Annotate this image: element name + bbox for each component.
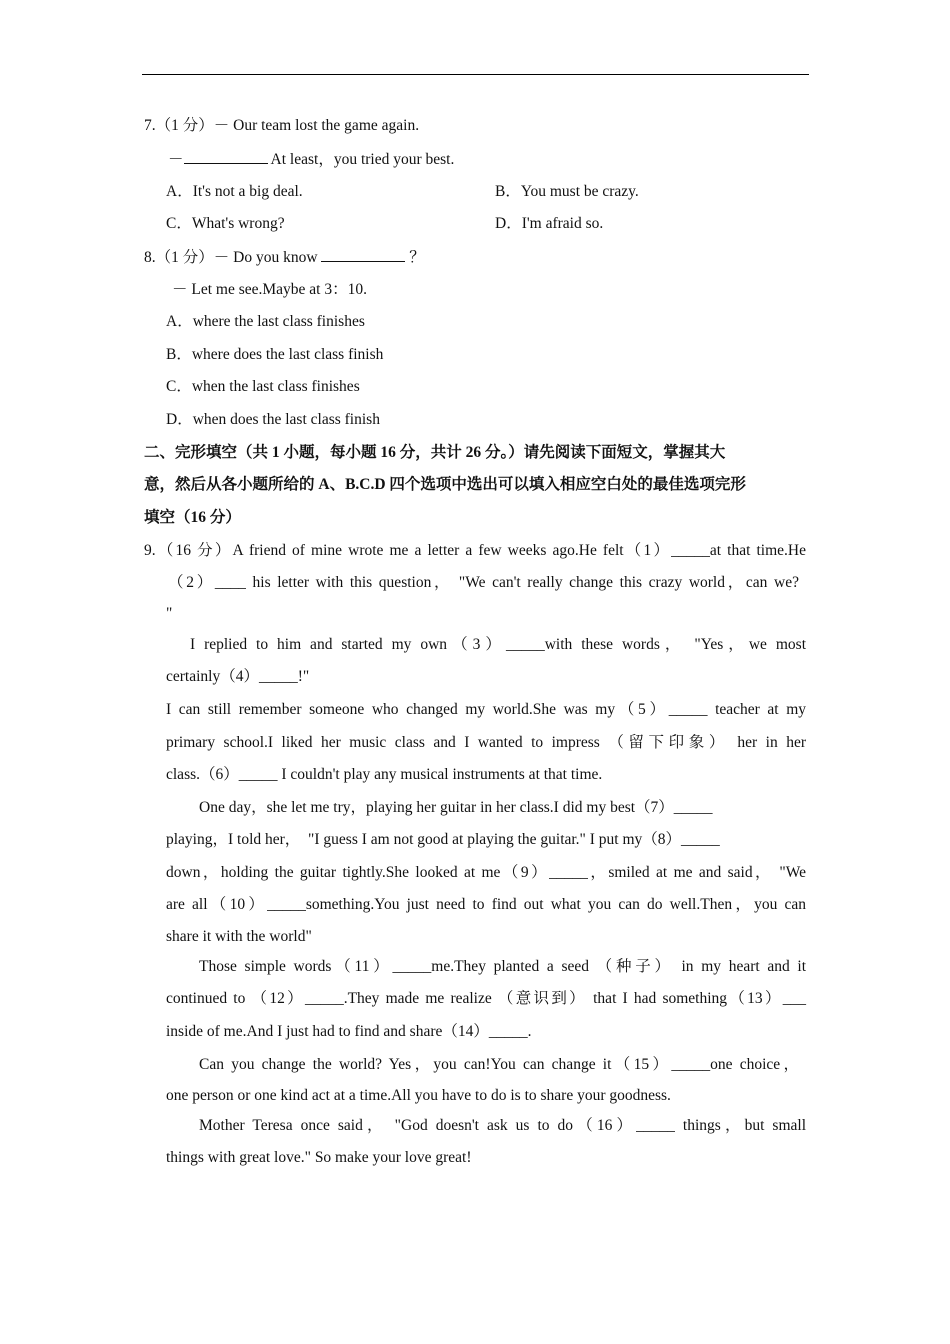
passage-line-15: continued to （12）_____.They made me realize （意识到） that I had something（13）___ (166, 990, 806, 1007)
q7-reply: － At least，you tried your best. (168, 151, 455, 168)
passage-line-6: I can still remember someone who changed my world.She was my（5）_____ teacher at my (166, 701, 806, 718)
passage-line-2: （2）____ his letter with this question， "We can't really change this crazy world，can we? (168, 574, 799, 591)
q8-option-b[interactable]: B．where does the last class finish (166, 346, 384, 363)
q7-option-c[interactable]: C．What's wrong? (166, 215, 285, 232)
passage-line-3: " (166, 605, 173, 622)
passage-line-19: Mother Teresa once said， "God doesn't ask us to do（16）_____ things，but small (199, 1117, 806, 1134)
passage-line-12: are all（10）_____something.You just need to find out what you can do well.Then，you can (166, 896, 806, 913)
passage-line-20: things with great love." So make your love great! (166, 1149, 472, 1166)
passage-line-7: primary school.I liked her music class and I wanted to impress （留下印象） her in her (166, 734, 806, 751)
passage-line-17: Can you change the world? Yes，you can!You can change it（15）_____one choice， (199, 1056, 799, 1073)
q7-stem: 7.（1 分）－ Our team lost the game again. (144, 117, 420, 134)
passage-line-14: Those simple words（11）_____me.They planted a seed （种子） in my heart and it (199, 958, 806, 975)
passage-line-11: down，holding the guitar tightly.She looked at me（9）_____，smiled at me and said， "We (166, 864, 806, 881)
passage-line-16: inside of me.And I just had to find and share（14）_____. (166, 1023, 532, 1040)
q8-stem: 8.（1 分）－ Do you know ？ (144, 249, 425, 266)
q7-option-b[interactable]: B．You must be crazy. (495, 183, 639, 200)
q7-option-a[interactable]: A．It's not a big deal. (166, 183, 303, 200)
passage-line-10: playing，I told her， "I guess I am not good at playing the guitar." I put my（8）_____ (166, 831, 720, 848)
q7-option-d[interactable]: D．I'm afraid so. (495, 215, 604, 232)
q8-blank (321, 247, 405, 262)
q8-option-c[interactable]: C．when the last class finishes (166, 378, 360, 395)
passage-line-13: share it with the world" (166, 928, 312, 945)
passage-line-18: one person or one kind act at a time.All you have to do is to share your goodness. (166, 1087, 671, 1104)
header-rule (142, 74, 809, 75)
section2-heading-line1: 二、完形填空（共 1 小题，每小题 16 分，共计 26 分。）请先阅读下面短文，掌握其大 (144, 444, 726, 461)
q8-option-d[interactable]: D．when does the last class finish (166, 411, 380, 428)
passage-line-9: One day，she let me try，playing her guitar in her class.I did my best（7）_____ (199, 799, 713, 816)
section2-heading-line2: 意，然后从各小题所给的 A、B.C.D 四个选项中选出可以填入相应空白处的最佳选项完形 (144, 476, 746, 493)
q8-option-a[interactable]: A．where the last class finishes (166, 313, 365, 330)
passage-line-8: class.（6）_____ I couldn't play any musical instruments at that time. (166, 766, 603, 783)
passage-line-4: I replied to him and started my own（3）_____with these words， "Yes，we most (190, 636, 806, 653)
passage-line-5: certainly（4）_____!" (166, 668, 310, 685)
passage-line-1: 9.（16 分）A friend of mine wrote me a letter a few weeks ago.He felt（1）_____at that time.He (144, 542, 806, 559)
q8-reply: － Let me see.Maybe at 3：10. (172, 281, 367, 298)
section2-heading-line3: 填空（16 分） (144, 509, 241, 526)
q7-blank (184, 149, 268, 164)
